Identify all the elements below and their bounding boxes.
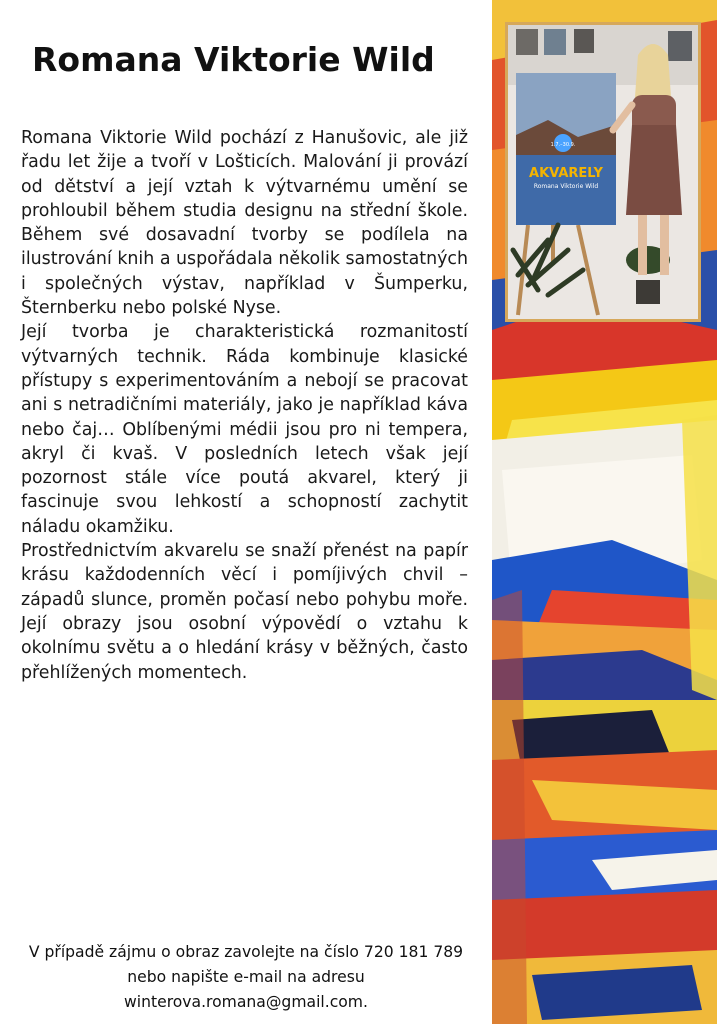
footer-line-email: winterova.romana@gmail.com. — [124, 993, 368, 1011]
paragraph-2: Její tvorba je charakteristická rozmanitostí výtvarných technik. Ráda kombinuje klasické přístupy s experimentováním a nebojí se pracovat ani s netradičními materiály, jako je například káva nebo čaj… Oblíbenými médii jsou pro ni tempera, akryl či kvaš. V posledních letech však její pozornost stále více poutá akvarel, který ji fascinuje svou lehkostí a schopností zachytit náladu okamžiku. — [21, 322, 468, 537]
footer-line-phone: V případě zájmu o obraz zavolejte na číslo 720 181 789 — [28, 943, 464, 961]
paragraph-3: Prostřednictvím akvarelu se snaží přenést na papír krásu každodenních věcí i pomíjivých chvil – západů slunce, proměn počasí nebo pohybu moře. Její obrazy jsou osobní výpovědí o vztahu k okolnímu světu a o hledání krásy v běžných, často přehlížených momentech. — [21, 541, 468, 683]
poster-subtitle: Romana Viktorie Wild — [533, 183, 599, 190]
artist-photo — [508, 25, 698, 319]
poster-dates: 1.7.–30.9. — [550, 142, 576, 148]
contact-footer — [0, 940, 492, 1015]
artist-photo-frame — [505, 22, 701, 322]
paragraph-1: Romana Viktorie Wild pochází z Hanušovic, ale již řadu let žije a tvoří v Lošticích. Malování ji provází od dětství a její vztah k výtvarnému umění se prohloubil během studia designu na střední škole. Během své dosavadní tvorby se podílela na ilustrování knih a uspořádala několik samostatných i společných výstav, například v Šumperku, Šternberku nebo polské Nyse. — [21, 128, 468, 319]
biography-text — [21, 126, 468, 685]
poster-title: AKVARELY — [529, 166, 603, 181]
page-title: Romana Viktorie Wild — [32, 40, 435, 79]
footer-line-email-intro: nebo napište e-mail na adresu — [127, 968, 365, 986]
